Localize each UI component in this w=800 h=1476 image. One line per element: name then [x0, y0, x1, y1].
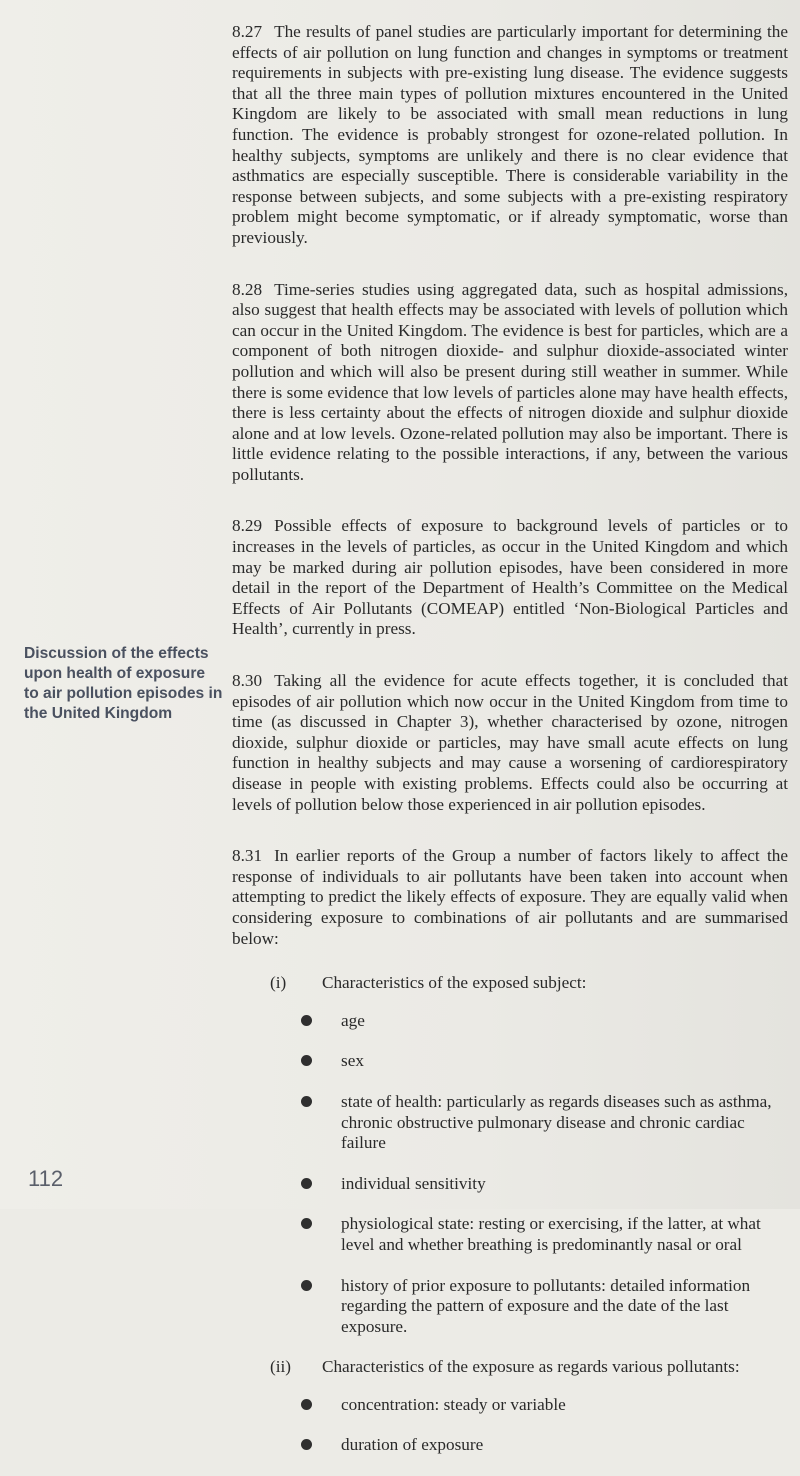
paragraph-8-29	[232, 516, 788, 640]
paragraph-8-27	[232, 22, 788, 249]
paragraph-8-28	[232, 280, 788, 486]
bullet-icon	[301, 1439, 312, 1450]
list-item: sex	[301, 1051, 788, 1072]
bullet-icon	[301, 1399, 312, 1410]
list-item: history of prior exposure to pollutants: detailed information regarding the pattern of exposure and the date of the last exposure.	[301, 1276, 788, 1338]
paragraph-number: 8.31	[232, 846, 263, 866]
list-item: individual sensitivity	[301, 1174, 788, 1195]
main-text	[232, 22, 788, 1476]
section-label: (ii)	[270, 1357, 291, 1377]
paragraph-text: The results of panel studies are particularly important for determining the effects of air pollution on lung function and changes in symptoms or treatment requirements in subjects with pre-existing lung disease. The evidence suggests that all the three main types of pollution mixtures encountered in the United Kingdom are likely to be associated with small mean reductions in lung function. The evidence is probably strongest for ozone-related pollution. In healthy subjects, symptoms are unlikely and there is no clear evidence that asthmatics are especially susceptible. There is considerable variability in the response between subjects, and some subjects with a pre-existing respiratory problem might become symptomatic, or if already symptomatic, worse than previously.	[232, 22, 788, 247]
paragraph-number: 8.27	[232, 22, 263, 41]
paragraph-text: Time-series studies using aggregated data, such as hospital admissions, also suggest that health effects may be associated with levels of pollution which can occur in the United Kingdom. The evidence is best for particles, which are a component of both nitrogen dioxide- and sulphur dioxide-associated winter pollution and which will also be present during still weather in summer. While there is some evidence that low levels of particles alone may have health effects, there is less certainty about the effects of nitrogen dioxide and sulphur dioxide alone and at low levels. Ozone-related pollution may also be important. There is little evidence relating to the possible interactions, if any, between the various pollutants.	[232, 279, 788, 484]
paragraph-text: In earlier reports of the Group a number of factors likely to affect the response of individuals to air pollutants have been taken into account when attempting to predict the likely effects of exposure. They are equally valid when considering exposure to combinations of air pollutants and are summarised below:	[232, 846, 788, 948]
section-title: Characteristics of the exposed subject:	[322, 973, 587, 993]
list-item: age	[301, 1011, 788, 1032]
exposure-characteristics-list	[301, 1395, 788, 1456]
list-item: physiological state: resting or exercising, if the latter, at what level and whether breathing is predominantly nasal or oral	[301, 1214, 788, 1255]
bullet-icon	[301, 1280, 312, 1291]
paragraph-8-30	[232, 671, 788, 815]
list-item: state of health: particularly as regards diseases such as asthma, chronic obstructive pulmonary disease and chronic cardiac failure	[301, 1092, 788, 1154]
section-heading-i	[270, 973, 788, 994]
paragraph-number: 8.28	[232, 279, 263, 299]
section-label: (i)	[270, 973, 287, 993]
paragraph-number: 8.29	[232, 516, 263, 536]
bullet-icon	[301, 1096, 312, 1107]
list-item: duration of exposure	[301, 1435, 788, 1456]
paragraph-text: Taking all the evidence for acute effects together, it is concluded that episodes of air pollution which now occur in the United Kingdom from time to time (as discussed in Chapter 3), whether characterised by ozone, nitrogen dioxide, sulphur dioxide or particles, may have small acute effects on lung function in healthy subjects and may cause a worsening of cardiorespiratory disease in people with existing problems. Effects could also be occurring at levels of pollution below those experienced in air pollution episodes.	[232, 671, 788, 814]
page-number: 112	[28, 1166, 64, 1191]
margin-heading: Discussion of the effects upon health of exposure to air pollution episodes in the United Kingdom	[24, 645, 223, 722]
bullet-icon	[301, 1218, 312, 1229]
subject-characteristics-list	[301, 1011, 788, 1338]
section-heading-ii	[270, 1357, 788, 1378]
list-item: concentration: steady or variable	[301, 1395, 788, 1416]
bullet-icon	[301, 1055, 312, 1066]
bullet-icon	[301, 1015, 312, 1026]
paragraph-8-31	[232, 846, 788, 949]
bullet-icon	[301, 1178, 312, 1189]
paragraph-text: Possible effects of exposure to background levels of particles or to increases in the levels of particles, as occur in the United Kingdom and which may be marked during air pollution episodes, have been considered in more detail in the report of the Department of Health’s Committee on the Medical Effects of Air Pollutants (COMEAP) entitled ‘Non-Biological Particles and Health’, currently in press.	[232, 516, 788, 639]
section-title: Characteristics of the exposure as regards various pollutants:	[322, 1357, 740, 1377]
paragraph-number: 8.30	[232, 671, 263, 691]
